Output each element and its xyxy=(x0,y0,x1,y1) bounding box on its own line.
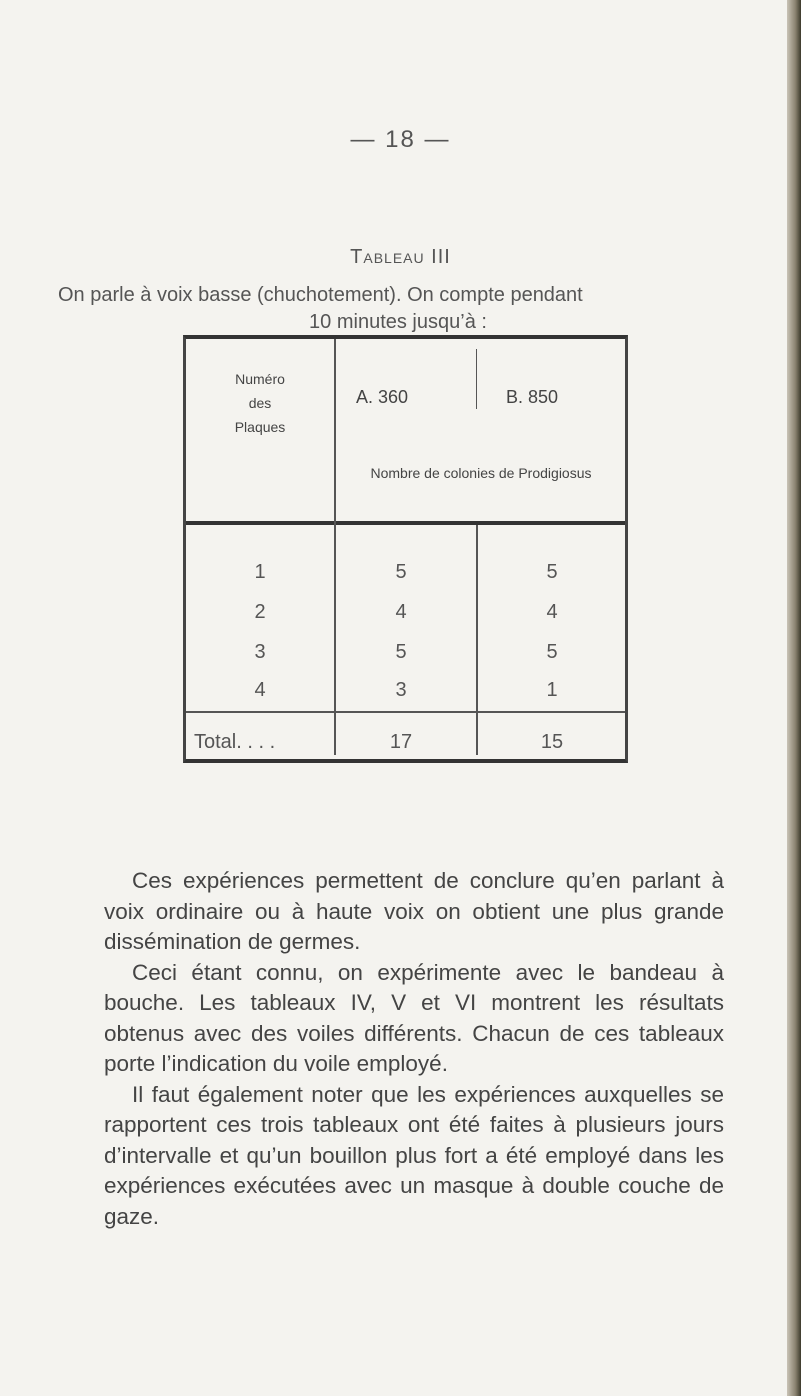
row4-plate: 4 xyxy=(254,679,266,701)
row1-b: 5 xyxy=(546,561,558,583)
row2-plate: 2 xyxy=(254,601,266,623)
data-table xyxy=(183,335,628,763)
paragraph-3: Il faut également noter que les expériences auxquelles se rapportent ces trois tableaux ont été faites à plusieurs jours d’intervalle et qu’un bouillon plus fort a été employé dans les expériences exécutées avec un masque à double couche de gaze. xyxy=(104,1081,724,1229)
intro-text xyxy=(58,282,738,336)
row4-b: 1 xyxy=(546,679,558,701)
header-span-label: Nombre de colonies de Prodigiosus xyxy=(370,465,592,481)
header-plate-des: des xyxy=(248,395,272,411)
page-number: — 18 — xyxy=(350,126,451,153)
header-a360: A. 360 xyxy=(356,387,409,407)
row2-a: 4 xyxy=(395,601,407,623)
header-divider xyxy=(186,521,625,525)
paragraph-1: Ces expériences permettent de conclure qu’en parlant à voix ordinaire ou à haute voix on obtient une plus grande dissémination de germes. xyxy=(104,868,724,954)
total-a: 17 xyxy=(389,731,413,753)
page-edge xyxy=(787,0,801,1396)
header-plate-number: Numéro xyxy=(235,371,285,387)
paragraph-2: Ceci étant connu, on expérimente avec le bandeau à bouche. Les tableaux IV, V et VI montrent les résultats obtenus avec des voiles différents. Chacun de ces tableaux porte l’indication du voile employé. xyxy=(104,959,724,1076)
row3-b: 5 xyxy=(546,641,558,663)
total-label: Total. . . . xyxy=(194,731,276,753)
total-divider xyxy=(186,711,625,713)
total-b: 15 xyxy=(540,731,564,753)
table-title: Tableau III xyxy=(350,246,451,268)
row3-plate: 3 xyxy=(254,641,266,663)
col-divider-2-top xyxy=(476,349,477,409)
row4-a: 3 xyxy=(395,679,407,701)
header-b850: B. 850 xyxy=(506,387,559,407)
intro-line-2: 10 minutes jusqu’à : xyxy=(309,311,487,333)
body-text xyxy=(104,866,724,1232)
intro-line-1: On parle à voix basse (chuchotement). On compte pendant xyxy=(58,284,583,306)
row2-b: 4 xyxy=(546,601,558,623)
row1-plate: 1 xyxy=(254,561,266,583)
header-plate-plaques: Plaques xyxy=(234,419,286,435)
col-divider-2 xyxy=(476,525,478,755)
row3-a: 5 xyxy=(395,641,407,663)
row1-a: 5 xyxy=(395,561,407,583)
col-divider-1 xyxy=(334,339,336,755)
